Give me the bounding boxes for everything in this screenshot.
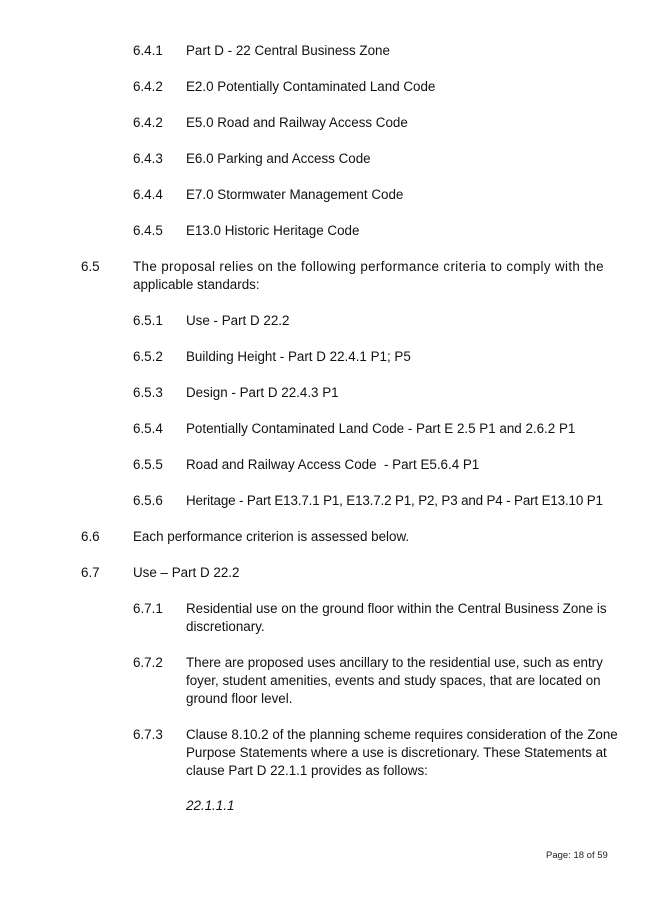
- paragraph-line: The proposal relies on the following performance criteria to comply with the: [133, 259, 604, 274]
- item-text: Building Height - Part D 22.4.1 P1; P5: [186, 349, 411, 364]
- item-number: 6.4.5: [133, 223, 163, 238]
- section-number: 6.6: [81, 529, 100, 544]
- item-text: Part D - 22 Central Business Zone: [186, 43, 390, 58]
- item-number: 6.5.4: [133, 421, 163, 436]
- section-heading: Use – Part D 22.2: [133, 565, 240, 580]
- item-number: 6.5.3: [133, 385, 163, 400]
- item-text: E13.0 Historic Heritage Code: [186, 223, 360, 238]
- item-text: Road and Railway Access Code - Part E5.6.4 P1: [186, 457, 480, 472]
- item-number: 6.7.2: [133, 655, 163, 670]
- item-number: 6.7.3: [133, 727, 163, 742]
- item-number: 6.4.3: [133, 151, 163, 166]
- item-text: Potentially Contaminated Land Code - Part E 2.5 P1 and 2.6.2 P1: [186, 421, 576, 436]
- item-number: 6.4.4: [133, 187, 163, 202]
- item-text: E7.0 Stormwater Management Code: [186, 187, 404, 202]
- item-line: Residential use on the ground floor within the Central Business Zone is: [186, 601, 607, 616]
- item-number: 6.4.2: [133, 115, 163, 130]
- item-number: 6.4.2: [133, 79, 163, 94]
- item-line: discretionary.: [186, 619, 265, 634]
- item-number: 6.5.2: [133, 349, 163, 364]
- item-text: Use - Part D 22.2: [186, 313, 290, 328]
- item-number: 6.4.1: [133, 43, 163, 58]
- section-number: 6.5: [81, 259, 100, 274]
- item-line: ground floor level.: [186, 691, 293, 706]
- item-line: foyer, student amenities, events and study spaces, that are located on: [186, 673, 601, 688]
- section-number: 6.7: [81, 565, 100, 580]
- paragraph-line: applicable standards:: [133, 277, 260, 292]
- item-number: 6.5.6: [133, 493, 163, 508]
- item-line: There are proposed uses ancillary to the residential use, such as entry: [186, 655, 603, 670]
- item-number: 6.5.5: [133, 457, 163, 472]
- item-line: Clause 8.10.2 of the planning scheme requires consideration of the Zone: [186, 727, 618, 742]
- item-text: E6.0 Parking and Access Code: [186, 151, 371, 166]
- item-line: Purpose Statements where a use is discretionary. These Statements at: [186, 745, 607, 760]
- item-line: clause Part D 22.1.1 provides as follows:: [186, 763, 428, 778]
- page-number: Page: 18 of 59: [546, 850, 608, 861]
- section-text: Each performance criterion is assessed below.: [133, 529, 410, 544]
- item-number: 6.7.1: [133, 601, 163, 616]
- item-text: Design - Part D 22.4.3 P1: [186, 385, 339, 400]
- item-text: E2.0 Potentially Contaminated Land Code: [186, 79, 436, 94]
- item-text: E5.0 Road and Railway Access Code: [186, 115, 408, 130]
- item-number: 6.5.1: [133, 313, 163, 328]
- clause-reference: 22.1.1.1: [186, 798, 235, 813]
- item-text: Heritage - Part E13.7.1 P1, E13.7.2 P1, P2, P3 and P4 - Part E13.10 P1: [186, 493, 603, 508]
